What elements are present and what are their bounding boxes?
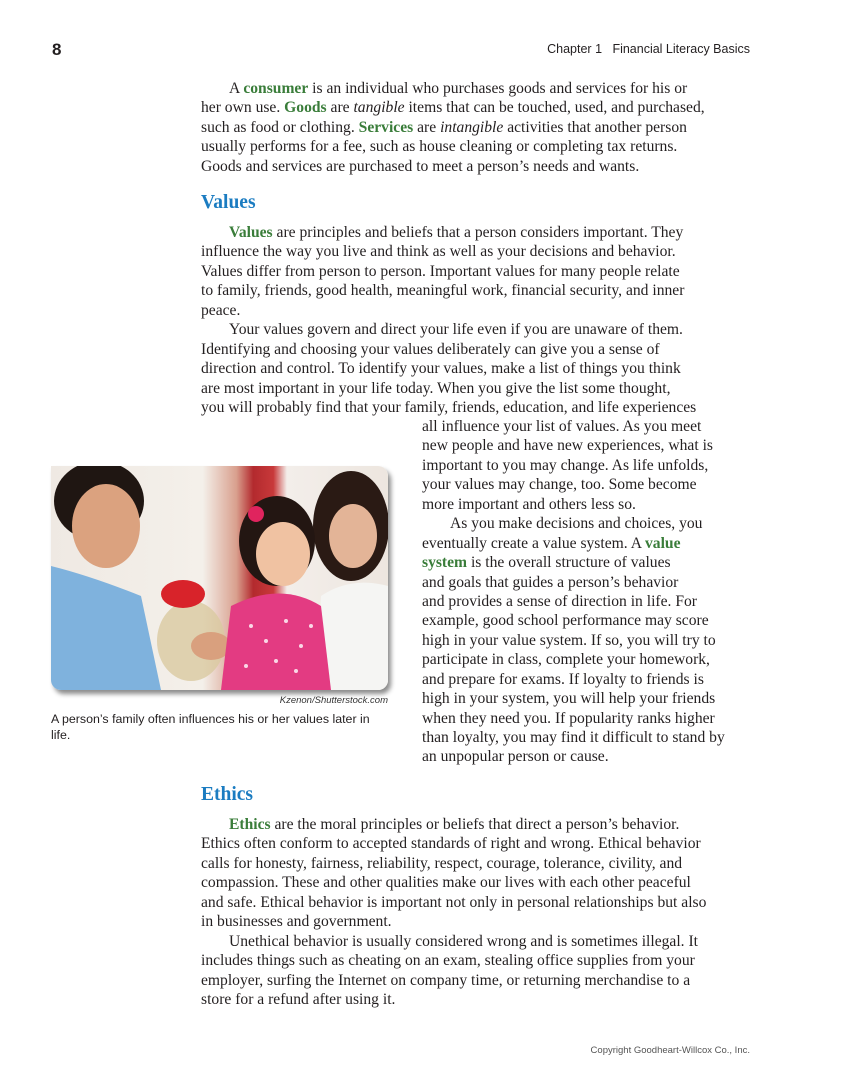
- text-run: are the moral principles or beliefs that direct a person’s behavior.: [270, 816, 680, 833]
- text-run: your values may change, too. Some become: [422, 476, 697, 494]
- text-line: [201, 157, 705, 176]
- values-text: [201, 223, 696, 417]
- text-line: [201, 854, 706, 873]
- text-run: to family, friends, good health, meaningful work, financial security, and inner: [201, 282, 685, 300]
- text-run: and provides a sense of direction in life. For: [422, 592, 697, 610]
- text-line: [422, 456, 725, 475]
- key-term: consumer: [243, 80, 309, 97]
- key-term: system: [422, 554, 468, 572]
- text-run: eventually create a value system. A: [422, 534, 645, 552]
- text-run: such as food or clothing.: [201, 118, 359, 136]
- text-line: [201, 951, 706, 970]
- text-run: A: [229, 80, 244, 97]
- text-run: is an individual who purchases goods and services for his or: [308, 80, 688, 97]
- text-line: [201, 815, 706, 834]
- figure-caption: A person’s family often influences his or her values later in life.: [51, 712, 370, 742]
- text-line: [422, 592, 725, 611]
- text-run: than loyalty, you may find it difficult to stand by: [422, 729, 725, 746]
- text-run: Ethics often conform to accepted standards of right and wrong. Ethical behavior: [201, 835, 701, 853]
- key-term: Ethics: [229, 816, 271, 833]
- text-line: [422, 689, 725, 708]
- text-run: and safe. Ethical behavior is important not only in personal relationships but also: [201, 893, 707, 911]
- text-run: Your values govern and direct your life even if you are unaware of them.: [229, 321, 683, 339]
- key-term: Values: [229, 224, 273, 241]
- text-run: peace.: [201, 301, 241, 319]
- text-run: and prepare for exams. If loyalty to friends is: [422, 670, 704, 688]
- page-number: 8: [52, 40, 62, 59]
- emphasis: intangible: [440, 118, 504, 136]
- text-line: [201, 834, 706, 853]
- text-line: [201, 79, 705, 98]
- text-run: employer, surfing the Internet on company time, or returning merchandise to a: [201, 971, 691, 989]
- text-line: [422, 747, 725, 766]
- text-line: [422, 709, 725, 728]
- text-line: [422, 631, 725, 650]
- text-line: [201, 893, 706, 912]
- text-run: high in your value system. If so, you will try to: [422, 631, 716, 649]
- text-run: in businesses and government.: [201, 913, 392, 931]
- key-term: value: [645, 534, 681, 552]
- text-run: are: [413, 118, 441, 136]
- text-run: Unethical behavior is usually considered wrong and is sometimes illegal. It: [229, 932, 699, 950]
- text-run: compassion. These and other qualities make our lives with each other peaceful: [201, 874, 691, 892]
- text-run: are: [326, 99, 354, 117]
- text-line: [201, 301, 696, 320]
- text-line: [201, 398, 696, 417]
- text-line: [422, 534, 725, 553]
- text-run: Goods and services are purchased to meet a person’s needs and wants.: [201, 157, 640, 175]
- text-run: is the overall structure of values: [467, 554, 671, 572]
- text-line: [422, 553, 725, 572]
- text-run: Identifying and choosing your values deliberately can give you a sense of: [201, 340, 660, 358]
- text-run: an unpopular person or cause.: [422, 748, 609, 766]
- text-line: [422, 728, 725, 747]
- text-run: activities that another person: [503, 118, 687, 136]
- text-run: important to you may change. As life unfolds,: [422, 456, 709, 474]
- key-term: Goods: [284, 99, 327, 117]
- text-run: you will probably find that your family, friends, education, and life experiences: [201, 398, 697, 416]
- text-run: and goals that guides a person’s behavior: [422, 573, 679, 591]
- text-run: usually performs for a fee, such as house cleaning or completing tax returns.: [201, 138, 678, 156]
- text-line: [201, 281, 696, 300]
- text-run: calls for honesty, fairness, reliability, respect, courage, tolerance, civility, and: [201, 854, 683, 872]
- text-run: As you make decisions and choices, you: [450, 515, 703, 533]
- text-line: [422, 611, 725, 630]
- copyright: Copyright Goodheart-Willcox Co., Inc.: [590, 1045, 750, 1056]
- emphasis: tangible: [353, 99, 405, 117]
- text-line: [201, 359, 696, 378]
- text-line: [201, 873, 706, 892]
- text-line: [422, 495, 725, 514]
- photo-credit: Kzenon/Shutterstock.com: [279, 695, 388, 706]
- values-column-text: [422, 417, 725, 767]
- text-run: items that can be touched, used, and purchased,: [404, 99, 705, 117]
- text-line: [201, 262, 696, 281]
- intro-text: [201, 79, 705, 176]
- family-photo: [51, 466, 388, 690]
- text-run: store for a refund after using it.: [201, 990, 396, 1008]
- text-line: [201, 912, 706, 931]
- text-line: [201, 242, 696, 261]
- heading-values: Values: [201, 192, 256, 213]
- text-run: influence the way you live and think as well as your decisions and behavior.: [201, 243, 676, 261]
- running-head: Chapter 1 Financial Literacy Basics: [547, 42, 750, 56]
- text-line: [201, 971, 706, 990]
- text-run: are principles and beliefs that a person considers important. They: [272, 224, 684, 241]
- text-line: [201, 932, 706, 951]
- text-run: example, good school performance may score: [422, 612, 709, 630]
- text-line: [201, 320, 696, 339]
- text-line: [422, 475, 725, 494]
- text-run: Values differ from person to person. Important values for many people relate: [201, 262, 680, 280]
- text-run: when they need you. If popularity ranks higher: [422, 709, 715, 727]
- text-line: [422, 514, 725, 533]
- text-line: [201, 379, 696, 398]
- text-run: high in your system, you will help your friends: [422, 690, 716, 708]
- ethics-text: [201, 815, 706, 1009]
- text-line: [201, 118, 705, 137]
- text-run: all influence your list of values. As you meet: [422, 418, 702, 435]
- text-line: [422, 573, 725, 592]
- text-line: [201, 990, 706, 1009]
- text-run: are most important in your life today. When you give the list some thought,: [201, 379, 671, 397]
- text-line: [422, 417, 725, 436]
- text-line: [422, 670, 725, 689]
- text-run: direction and control. To identify your values, make a list of things you think: [201, 360, 681, 378]
- text-run: participate in class, complete your homework,: [422, 651, 710, 669]
- text-line: [422, 650, 725, 669]
- text-run: her own use.: [201, 99, 285, 117]
- text-line: [201, 340, 696, 359]
- key-term: Services: [358, 118, 414, 136]
- heading-ethics: Ethics: [201, 784, 254, 805]
- family-photo-illustration: [51, 466, 388, 690]
- text-run: new people and have new experiences, what is: [422, 437, 713, 455]
- text-line: [201, 137, 705, 156]
- text-run: more important and others less so.: [422, 495, 636, 513]
- text-run: includes things such as cheating on an exam, stealing office supplies from your: [201, 952, 695, 970]
- text-line: [422, 436, 725, 455]
- text-line: [201, 98, 705, 117]
- text-line: [201, 223, 696, 242]
